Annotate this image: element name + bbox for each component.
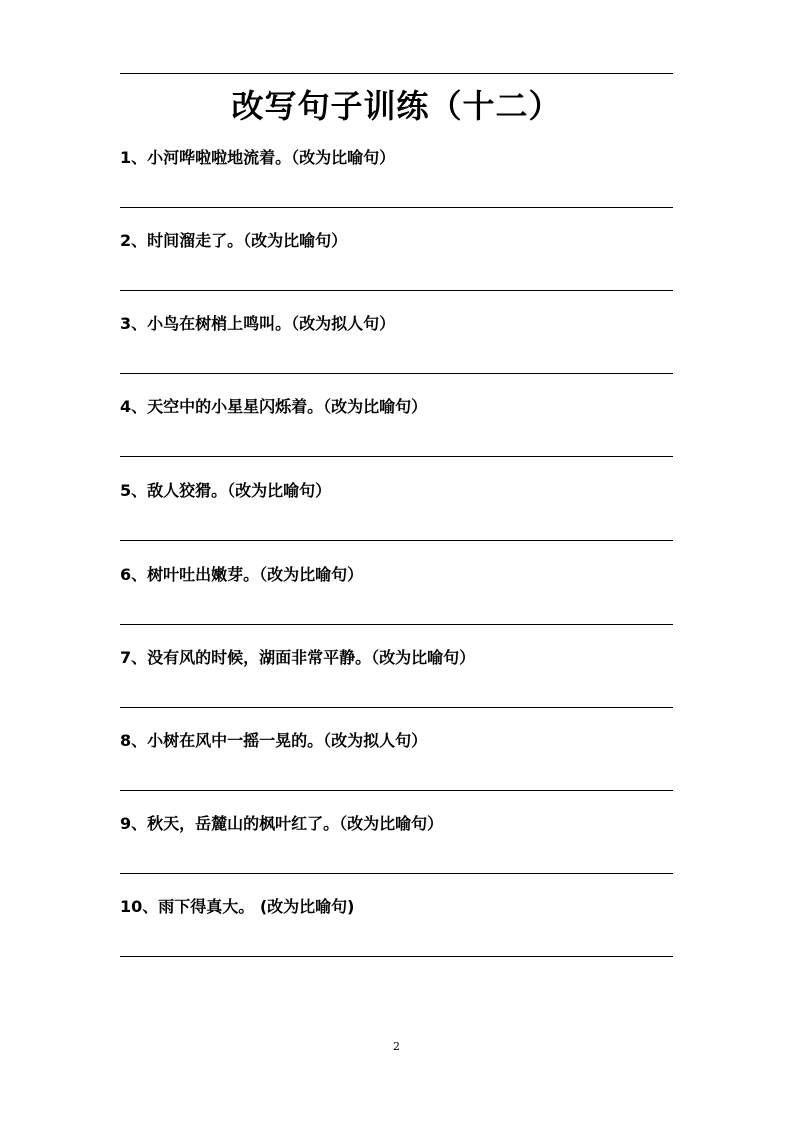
answer-line[interactable] xyxy=(120,873,673,874)
question-text: 1、小河哗啦啦地流着。（改为比喻句） xyxy=(120,148,396,167)
question-text: 9、秋天，岳麓山的枫叶红了。（改为比喻句） xyxy=(120,814,444,833)
question-item-2 xyxy=(120,229,673,299)
question-text: 5、敌人狡猾。（改为比喻句） xyxy=(120,481,332,500)
header-rule xyxy=(120,73,673,74)
question-text: 10、雨下得真大。 (改为比喻句) xyxy=(120,897,355,916)
question-text: 2、时间溜走了。（改为比喻句） xyxy=(120,231,348,250)
answer-line[interactable] xyxy=(120,624,673,625)
question-item-6 xyxy=(120,563,673,633)
question-text: 8、小树在风中一摇一晃的。（改为拟人句） xyxy=(120,731,428,750)
question-item-8 xyxy=(120,729,673,799)
question-item-5 xyxy=(120,479,673,549)
question-item-4 xyxy=(120,395,673,465)
answer-line[interactable] xyxy=(120,290,673,291)
answer-line[interactable] xyxy=(120,790,673,791)
question-item-9 xyxy=(120,812,673,882)
question-text: 4、天空中的小星星闪烁着。（改为比喻句） xyxy=(120,397,428,416)
question-text: 7、没有风的时候，湖面非常平静。（改为比喻句） xyxy=(120,648,476,667)
answer-line[interactable] xyxy=(120,456,673,457)
question-text: 6、树叶吐出嫩芽。（改为比喻句） xyxy=(120,565,364,584)
question-item-10 xyxy=(120,895,673,965)
answer-line[interactable] xyxy=(120,956,673,957)
question-text: 3、小鸟在树梢上鸣叫。（改为拟人句） xyxy=(120,314,396,333)
question-item-1 xyxy=(120,146,673,216)
page-number: 2 xyxy=(393,1040,400,1053)
answer-line[interactable] xyxy=(120,207,673,208)
question-item-3 xyxy=(120,312,673,382)
page-title: 改写句子训练（十二） xyxy=(231,87,562,125)
answer-line[interactable] xyxy=(120,707,673,708)
answer-line[interactable] xyxy=(120,373,673,374)
question-item-7 xyxy=(120,646,673,716)
answer-line[interactable] xyxy=(120,540,673,541)
